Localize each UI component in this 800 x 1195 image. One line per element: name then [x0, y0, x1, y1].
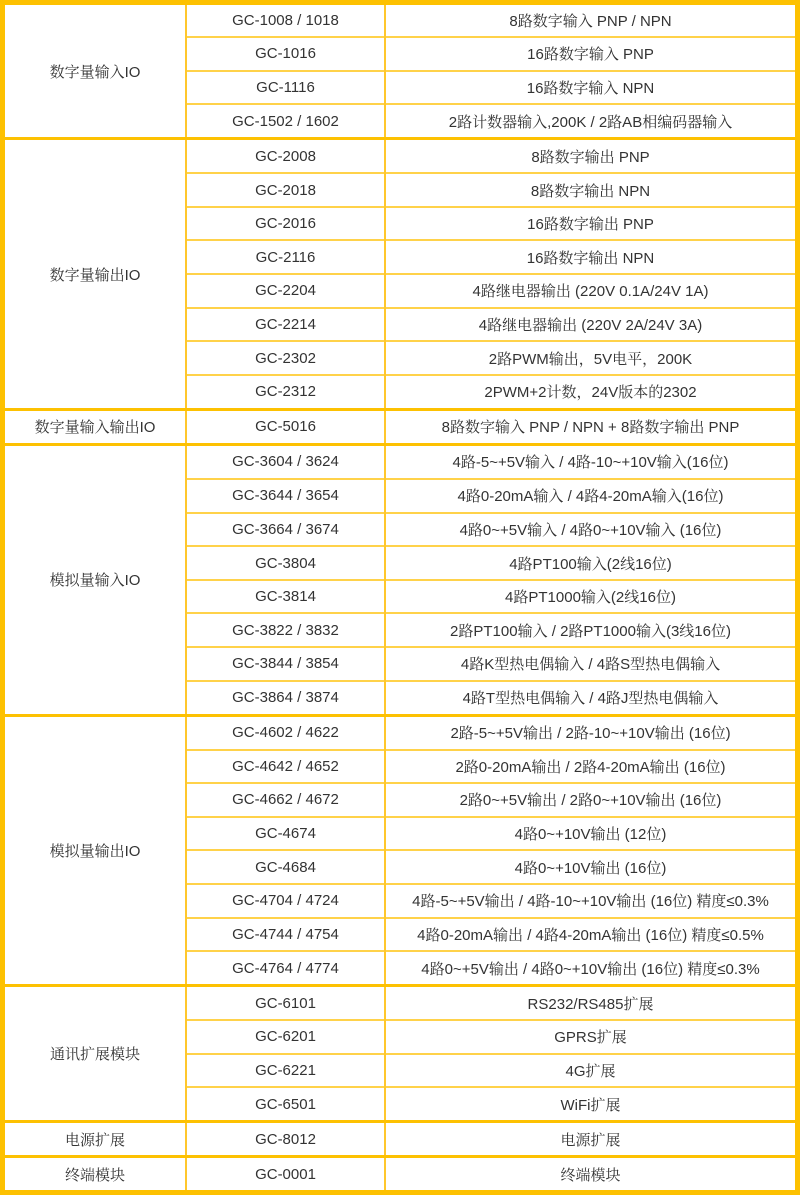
- description-cell: 8路数字输入 PNP / NPN: [385, 5, 795, 37]
- description-cell: 4路继电器输出 (220V 0.1A/24V 1A): [385, 274, 795, 308]
- model-cell: GC-4642 / 4652: [186, 750, 385, 784]
- description-cell: 4路0~+10V输出 (12位): [385, 817, 795, 851]
- description-cell: 4路0-20mA输出 / 4路4-20mA输出 (16位) 精度≤0.5%: [385, 918, 795, 952]
- model-cell: GC-4662 / 4672: [186, 783, 385, 817]
- model-cell: GC-4764 / 4774: [186, 951, 385, 985]
- model-cell: GC-2204: [186, 274, 385, 308]
- description-cell: 4路-5~+5V输入 / 4路-10~+10V输入(16位): [385, 445, 795, 479]
- description-cell: 4路0~+10V输出 (16位): [385, 850, 795, 884]
- model-cell: GC-6201: [186, 1020, 385, 1054]
- model-cell: GC-2302: [186, 341, 385, 375]
- model-cell: GC-5016: [186, 409, 385, 444]
- description-cell: 2路0-20mA输出 / 2路4-20mA输出 (16位): [385, 750, 795, 784]
- description-cell: 4G扩展: [385, 1054, 795, 1088]
- model-cell: GC-1016: [186, 37, 385, 71]
- description-cell: 16路数字输入 PNP: [385, 37, 795, 71]
- category-cell: 数字量输入IO: [49, 63, 141, 81]
- model-cell: GC-2018: [186, 173, 385, 207]
- description-cell: WiFi扩展: [385, 1087, 795, 1121]
- table-row: [5, 409, 795, 444]
- description-cell: 4路0-20mA输入 / 4路4-20mA输入(16位): [385, 479, 795, 513]
- description-cell: 4路K型热电偶输入 / 4路S型热电偶输入: [385, 647, 795, 681]
- description-cell: 16路数字输出 PNP: [385, 207, 795, 241]
- description-cell: 2路0~+5V输出 / 2路0~+10V输出 (16位): [385, 783, 795, 817]
- description-cell: 8路数字输入 PNP / NPN + 8路数字输出 PNP: [385, 409, 795, 444]
- model-cell: GC-3822 / 3832: [186, 613, 385, 647]
- description-cell: 4路-5~+5V输出 / 4路-10~+10V输出 (16位) 精度≤0.3%: [385, 884, 795, 918]
- category-cell: 通讯扩展模块: [5, 986, 186, 1122]
- table-row: [5, 1122, 795, 1157]
- model-cell: GC-0001: [186, 1157, 385, 1190]
- category-cell: 模拟量输出IO: [5, 715, 186, 986]
- model-cell: GC-2116: [186, 240, 385, 274]
- model-cell: GC-8012: [186, 1122, 385, 1157]
- description-cell: 2路PWM输出，5V电平，200K: [385, 341, 795, 375]
- description-cell: 2路-5~+5V输出 / 2路-10~+10V输出 (16位): [385, 715, 795, 749]
- description-cell: 8路数字输出 PNP: [385, 139, 795, 173]
- description-cell: 16路数字输入 NPN: [385, 71, 795, 105]
- description-cell: 2路计数器输入,200K / 2路AB相编码器输入: [385, 104, 795, 138]
- description-cell: 4路0~+5V输出 / 4路0~+10V输出 (16位) 精度≤0.3%: [385, 951, 795, 985]
- description-cell: RS232/RS485扩展: [385, 986, 795, 1020]
- model-cell: GC-3804: [186, 546, 385, 580]
- description-cell: 4路T型热电偶输入 / 4路J型热电偶输入: [385, 681, 795, 715]
- model-cell: GC-1502 / 1602: [186, 104, 385, 138]
- table-row: [5, 5, 795, 37]
- model-cell: GC-4744 / 4754: [186, 918, 385, 952]
- table-row: [5, 715, 795, 749]
- model-cell: GC-1116: [186, 71, 385, 105]
- category-cell: 模拟量输入IO: [5, 445, 186, 716]
- model-cell: GC-2016: [186, 207, 385, 241]
- table-row: [5, 1157, 795, 1190]
- product-spec-table: [5, 5, 795, 1190]
- model-cell: GC-3604 / 3624: [186, 445, 385, 479]
- model-cell: GC-3644 / 3654: [186, 479, 385, 513]
- category-cell: 数字量输出IO: [5, 139, 186, 410]
- description-cell: 2PWM+2计数，24V版本的2302: [385, 375, 795, 409]
- description-cell: 4路继电器输出 (220V 2A/24V 3A): [385, 308, 795, 342]
- model-cell: GC-4602 / 4622: [186, 715, 385, 749]
- description-cell: 4路0~+5V输入 / 4路0~+10V输入 (16位): [385, 513, 795, 547]
- model-cell: GC-1008 / 1018: [186, 5, 385, 37]
- description-cell: 2路PT100输入 / 2路PT1000输入(3线16位): [385, 613, 795, 647]
- category-cell: 电源扩展: [5, 1122, 186, 1157]
- table-row: [5, 445, 795, 479]
- description-cell: 电源扩展: [385, 1122, 795, 1157]
- model-cell: GC-3844 / 3854: [186, 647, 385, 681]
- model-cell: GC-4674: [186, 817, 385, 851]
- description-cell: 终端模块: [385, 1157, 795, 1190]
- category-cell: 数字量输入输出IO: [5, 409, 186, 444]
- description-cell: 4路PT1000输入(2线16位): [385, 580, 795, 614]
- model-cell: GC-4684: [186, 850, 385, 884]
- category-cell: 终端模块: [5, 1157, 186, 1190]
- description-cell: 8路数字输出 NPN: [385, 173, 795, 207]
- description-cell: 4路PT100输入(2线16位): [385, 546, 795, 580]
- model-cell: GC-6101: [186, 986, 385, 1020]
- model-cell: GC-3664 / 3674: [186, 513, 385, 547]
- description-cell: GPRS扩展: [385, 1020, 795, 1054]
- description-cell: 16路数字输出 NPN: [385, 240, 795, 274]
- table-row: [5, 139, 795, 173]
- model-cell: GC-2312: [186, 375, 385, 409]
- model-cell: GC-4704 / 4724: [186, 884, 385, 918]
- model-cell: GC-6501: [186, 1087, 385, 1121]
- table-row: [5, 986, 795, 1020]
- model-cell: GC-2214: [186, 308, 385, 342]
- table-body: [5, 5, 795, 1190]
- model-cell: GC-6221: [186, 1054, 385, 1088]
- model-cell: GC-3864 / 3874: [186, 681, 385, 715]
- model-cell: GC-2008: [186, 139, 385, 173]
- model-cell: GC-3814: [186, 580, 385, 614]
